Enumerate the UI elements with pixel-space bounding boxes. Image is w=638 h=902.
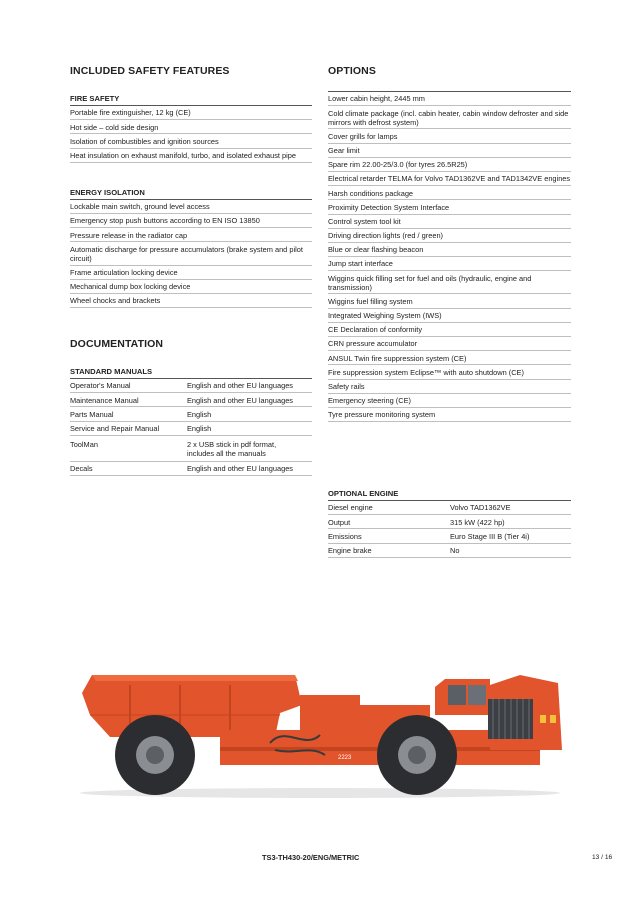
list-item: Safety rails [328, 380, 571, 394]
table-cell-key: Emissions [328, 531, 362, 541]
table-row [328, 501, 571, 515]
mining-truck-image [70, 655, 574, 805]
table-row [70, 407, 312, 421]
table-cell-key: Engine brake [328, 545, 372, 555]
list-item: CE Declaration of conformity [328, 323, 571, 337]
table-cell-value: 315 kW (422 hp) [450, 517, 505, 527]
list-item: Cold climate package (incl. cabin heater, cabin window defroster and side mirrors with defrost system) [328, 106, 571, 129]
engine-hood [488, 675, 562, 750]
table-cell-key: Operator's Manual [70, 381, 131, 391]
left-column [70, 65, 312, 476]
list-item: Proximity Detection System Interface [328, 200, 571, 214]
cabin [435, 679, 490, 715]
table-cell-value: English and other EU languages [187, 395, 294, 405]
table-row [70, 462, 312, 476]
table-cell-key: Maintenance Manual [70, 395, 139, 405]
table-row [70, 379, 312, 393]
list-item: Jump start interface [328, 257, 571, 271]
optional-engine-heading: OPTIONAL ENGINE [328, 489, 399, 498]
list-item: Wiggins fuel filling system [328, 294, 571, 308]
options-title: OPTIONS [328, 65, 376, 77]
right-column [328, 65, 571, 422]
list-item: Harsh conditions package [328, 186, 571, 200]
list-item: Automatic discharge for pressure accumulators (brake system and pilot circuit) [70, 242, 312, 265]
list-item: Wiggins quick filling set for fuel and oils (hydraulic, engine and transmission) [328, 271, 571, 294]
list-item: Driving direction lights (red / green) [328, 229, 571, 243]
list-item: Mechanical dump box locking device [70, 280, 312, 294]
fire-safety-heading: FIRE SAFETY [70, 94, 120, 103]
list-item: Pressure release in the radiator cap [70, 228, 312, 242]
list-item: Integrated Weighing System (IWS) [328, 309, 571, 323]
list-item: Electrical retarder TELMA for Volvo TAD1362VE and TAD1342VE engines [328, 172, 571, 186]
list-item: ANSUL Twin fire suppression system (CE) [328, 351, 571, 365]
document-code: TS3-TH430-20/ENG/METRIC [262, 853, 360, 862]
dump-box [82, 675, 302, 737]
standard-manuals-heading: STANDARD MANUALS [70, 367, 153, 377]
list-item: Heat insulation on exhaust manifold, turbo, and isolated exhaust pipe [70, 149, 312, 163]
list-item: Hot side – cold side design [70, 120, 312, 134]
page-number: 13 / 16 [592, 854, 613, 861]
table-cell-key: ToolMan [70, 439, 98, 449]
table-cell-value: English [187, 424, 212, 434]
optional-engine-section [328, 489, 571, 558]
front-wheel [115, 715, 195, 795]
list-item: CRN pressure accumulator [328, 337, 571, 351]
table-cell-value: English and other EU languages [187, 464, 294, 474]
table-row [70, 393, 312, 407]
table-row [328, 529, 571, 543]
table-cell-value: English [187, 409, 212, 419]
table-cell-key: Parts Manual [70, 409, 114, 419]
list-item: Portable fire extinguisher, 12 kg (CE) [70, 106, 312, 120]
list-item: Fire suppression system Eclipse™ with auto shutdown (CE) [328, 365, 571, 379]
list-item: Lower cabin height, 2445 mm [328, 92, 571, 106]
engine-table [328, 500, 571, 558]
list-item: Emergency steering (CE) [328, 394, 571, 408]
table-row [70, 436, 312, 462]
table-cell-key: Decals [70, 464, 93, 474]
table-cell-value: No [450, 545, 460, 555]
documentation-title: DOCUMENTATION [70, 338, 164, 351]
list-item: Gear limit [328, 144, 571, 158]
fire-safety-list [70, 105, 312, 163]
table-row [70, 422, 312, 436]
energy-isolation-heading: ENERGY ISOLATION [70, 187, 145, 197]
manuals-table [70, 378, 312, 476]
list-item: Frame articulation locking device [70, 266, 312, 280]
table-cell-key: Diesel engine [328, 503, 373, 513]
list-item: Spare rim 22.00-25/3.0 (for tyres 26.5R25) [328, 158, 571, 172]
list-item: Emergency stop push buttons according to EN ISO 13850 [70, 214, 312, 228]
safety-title: INCLUDED SAFETY FEATURES [70, 65, 230, 77]
table-cell-value: English and other EU languages [187, 381, 294, 391]
truck-number-label: 2223 [338, 755, 352, 761]
table-cell-value: Volvo TAD1362VE [450, 503, 511, 513]
list-item: Cover grills for lamps [328, 129, 571, 143]
list-item: Control system tool kit [328, 215, 571, 229]
table-cell-key: Output [328, 517, 351, 527]
list-item: Tyre pressure monitoring system [328, 408, 571, 422]
table-row [328, 515, 571, 529]
table-cell-key: Service and Repair Manual [70, 424, 160, 434]
table-cell-value: Euro Stage III B (Tier 4i) [450, 531, 530, 541]
rear-wheel [377, 715, 457, 795]
table-cell-value: 2 x USB stick in pdf format, includes all the manuals [187, 439, 277, 458]
list-item: Isolation of combustibles and ignition sources [70, 134, 312, 148]
list-item: Lockable main switch, ground level access [70, 200, 312, 214]
list-item: Blue or clear flashing beacon [328, 243, 571, 257]
table-row [328, 544, 571, 558]
list-item: Wheel chocks and brackets [70, 294, 312, 308]
options-list [328, 91, 571, 422]
energy-isolation-list [70, 199, 312, 308]
